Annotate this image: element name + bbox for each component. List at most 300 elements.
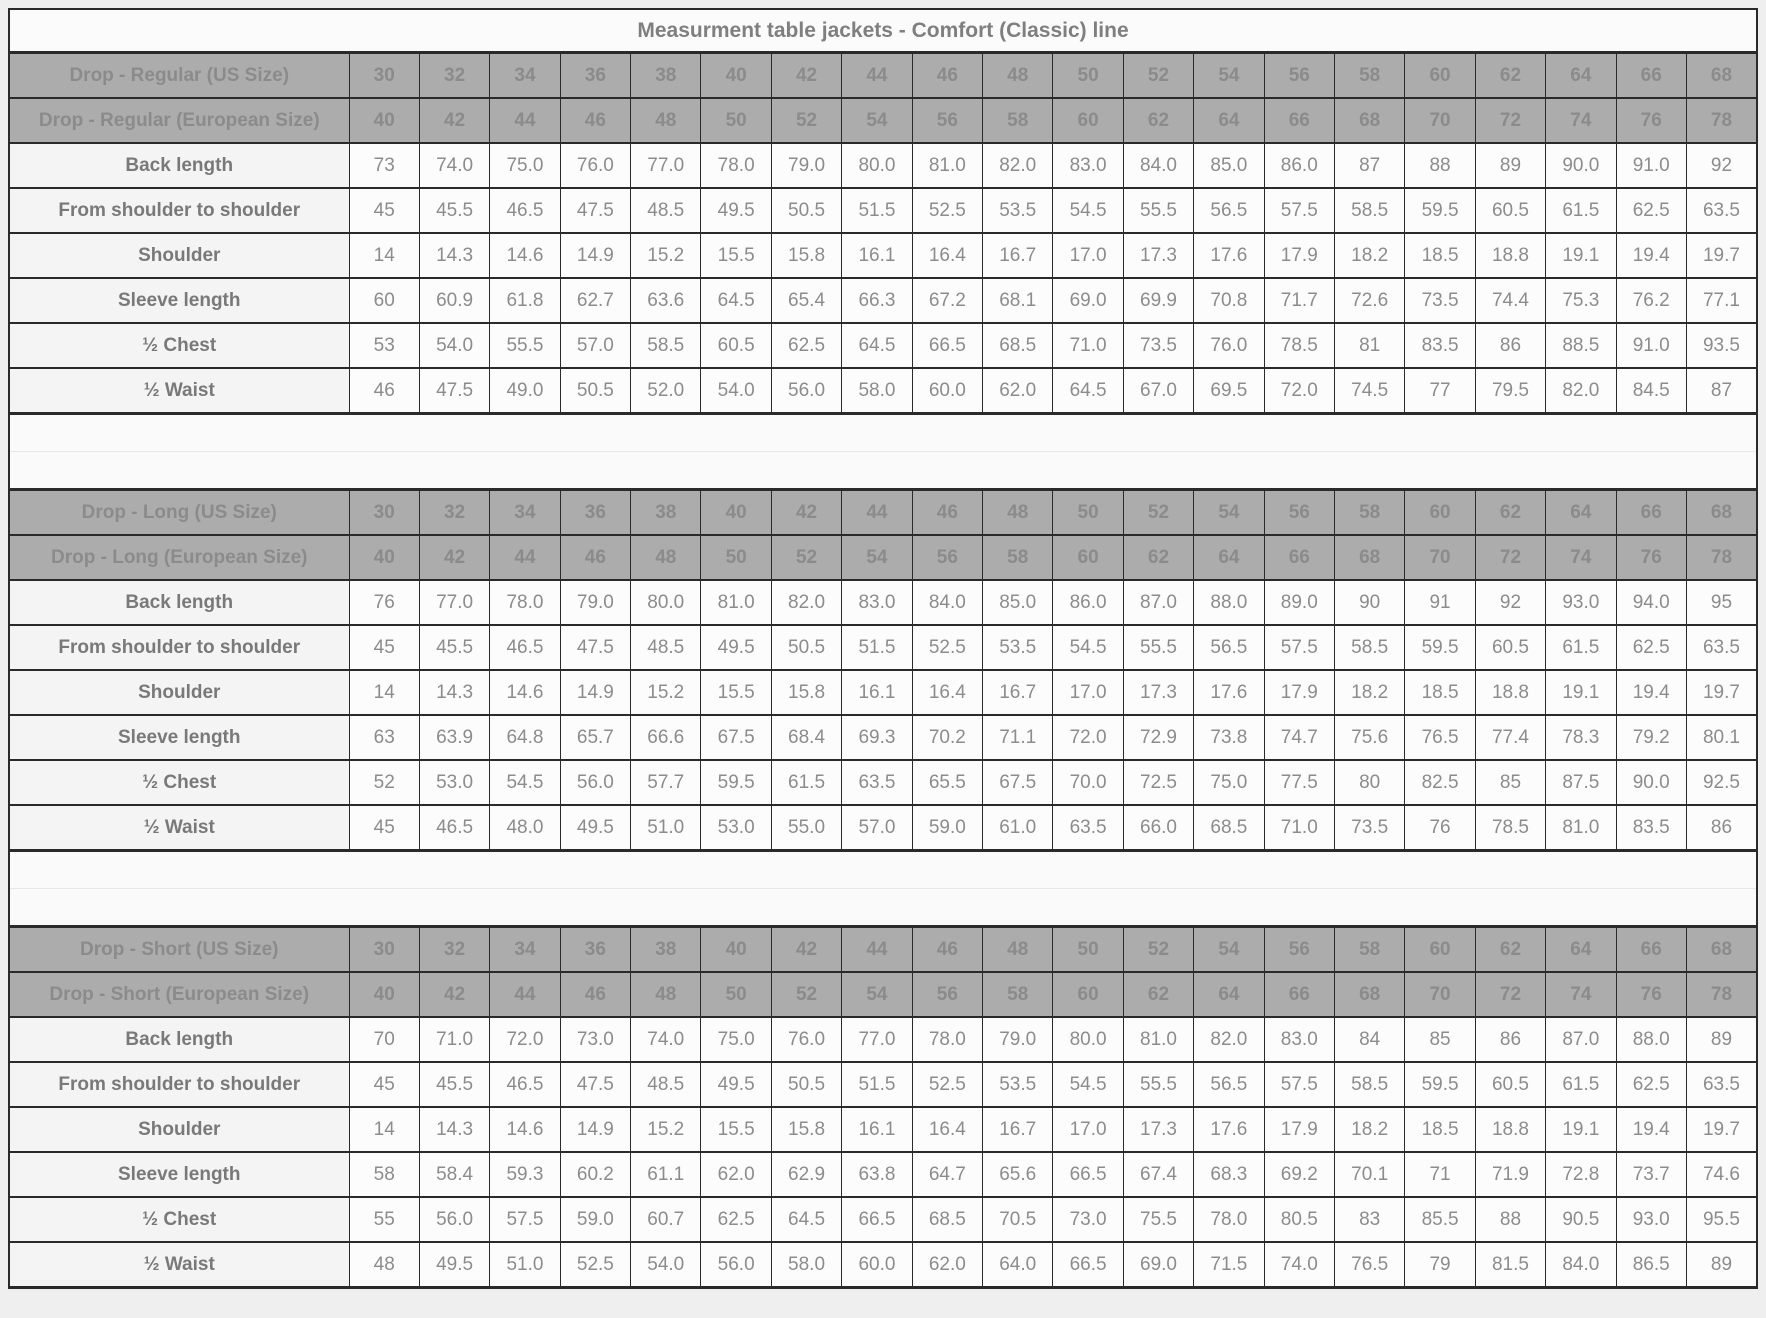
measurement-row — [9, 233, 1757, 278]
value-cell: 79.0 — [560, 580, 630, 625]
size-cell: 74 — [1546, 972, 1616, 1017]
size-cell: 66 — [1264, 98, 1334, 143]
size-cell: 42 — [419, 972, 489, 1017]
size-cell: 40 — [701, 53, 771, 99]
size-cell: 42 — [419, 535, 489, 580]
value-cell: 46.5 — [419, 805, 489, 851]
value-cell: 59.5 — [1405, 625, 1475, 670]
value-cell: 56.5 — [1194, 188, 1264, 233]
value-cell: 90.5 — [1546, 1197, 1616, 1242]
value-cell: 71.7 — [1264, 278, 1334, 323]
value-cell: 92 — [1475, 580, 1545, 625]
value-cell: 67.4 — [1123, 1152, 1193, 1197]
value-cell: 74.6 — [1686, 1152, 1757, 1197]
section-spacer-row — [9, 851, 1757, 889]
value-cell: 71 — [1405, 1152, 1475, 1197]
value-cell: 48.5 — [631, 188, 701, 233]
size-cell: 40 — [701, 490, 771, 536]
value-cell: 86.0 — [1264, 143, 1334, 188]
size-cell: 54 — [842, 98, 912, 143]
value-cell: 18.5 — [1405, 1107, 1475, 1152]
size-cell: 66 — [1616, 53, 1686, 99]
value-cell: 15.2 — [631, 1107, 701, 1152]
value-cell: 52.0 — [631, 368, 701, 414]
value-cell: 15.8 — [771, 233, 841, 278]
spacer-cell — [9, 452, 1757, 490]
value-cell: 58.0 — [842, 368, 912, 414]
value-cell: 85 — [1475, 760, 1545, 805]
value-cell: 45.5 — [419, 1062, 489, 1107]
value-cell: 80.5 — [1264, 1197, 1334, 1242]
size-cell: 30 — [349, 490, 419, 536]
size-cell: 50 — [701, 98, 771, 143]
value-cell: 67.5 — [983, 760, 1053, 805]
value-cell: 74.0 — [631, 1017, 701, 1062]
size-cell: 38 — [631, 53, 701, 99]
value-cell: 78.0 — [701, 143, 771, 188]
value-cell: 66.0 — [1123, 805, 1193, 851]
value-cell: 61.1 — [631, 1152, 701, 1197]
value-cell: 53.0 — [701, 805, 771, 851]
value-cell: 64.5 — [701, 278, 771, 323]
size-cell: 64 — [1546, 53, 1616, 99]
value-cell: 77.0 — [419, 580, 489, 625]
size-cell: 50 — [1053, 490, 1123, 536]
value-cell: 76.5 — [1405, 715, 1475, 760]
value-cell: 70.5 — [983, 1197, 1053, 1242]
value-cell: 71.5 — [1194, 1242, 1264, 1288]
size-cell: 50 — [1053, 927, 1123, 973]
size-cell: 64 — [1194, 972, 1264, 1017]
value-cell: 75.0 — [701, 1017, 771, 1062]
value-cell: 66.3 — [842, 278, 912, 323]
value-cell: 46.5 — [490, 188, 560, 233]
value-cell: 51.0 — [631, 805, 701, 851]
row-label: Shoulder — [9, 233, 349, 278]
value-cell: 74.4 — [1475, 278, 1545, 323]
value-cell: 61.5 — [1546, 188, 1616, 233]
size-cell: 46 — [560, 98, 630, 143]
value-cell: 87.0 — [1123, 580, 1193, 625]
size-cell: 56 — [1264, 490, 1334, 536]
value-cell: 82.0 — [771, 580, 841, 625]
value-cell: 66.5 — [912, 323, 982, 368]
value-cell: 49.5 — [701, 625, 771, 670]
value-cell: 46.5 — [490, 1062, 560, 1107]
value-cell: 56.5 — [1194, 625, 1264, 670]
size-cell: 62 — [1123, 535, 1193, 580]
value-cell: 51.5 — [842, 1062, 912, 1107]
measurement-row — [9, 323, 1757, 368]
value-cell: 86 — [1686, 805, 1757, 851]
row-label: Back length — [9, 1017, 349, 1062]
value-cell: 19.4 — [1616, 233, 1686, 278]
value-cell: 50.5 — [771, 188, 841, 233]
value-cell: 45.5 — [419, 625, 489, 670]
value-cell: 82.0 — [983, 143, 1053, 188]
value-cell: 17.6 — [1194, 1107, 1264, 1152]
value-cell: 62.5 — [1616, 1062, 1686, 1107]
value-cell: 69.3 — [842, 715, 912, 760]
value-cell: 93.0 — [1546, 580, 1616, 625]
size-cell: 62 — [1123, 972, 1193, 1017]
row-label: Shoulder — [9, 670, 349, 715]
value-cell: 17.0 — [1053, 670, 1123, 715]
measurement-row — [9, 188, 1757, 233]
row-label: ½ Chest — [9, 760, 349, 805]
value-cell: 70.8 — [1194, 278, 1264, 323]
measurement-row — [9, 143, 1757, 188]
size-cell: 40 — [349, 98, 419, 143]
measurement-row — [9, 1197, 1757, 1242]
spacer-cell — [9, 889, 1757, 927]
value-cell: 51.0 — [490, 1242, 560, 1288]
value-cell: 14.6 — [490, 670, 560, 715]
value-cell: 80.0 — [1053, 1017, 1123, 1062]
value-cell: 19.1 — [1546, 670, 1616, 715]
value-cell: 81.0 — [701, 580, 771, 625]
value-cell: 49.5 — [701, 188, 771, 233]
value-cell: 77 — [1405, 368, 1475, 414]
value-cell: 16.4 — [912, 1107, 982, 1152]
size-cell: 40 — [349, 535, 419, 580]
measurement-row — [9, 670, 1757, 715]
value-cell: 50.5 — [771, 1062, 841, 1107]
value-cell: 68.5 — [983, 323, 1053, 368]
size-header-row-short-us — [9, 927, 1757, 973]
size-cell: 36 — [560, 490, 630, 536]
value-cell: 68.5 — [912, 1197, 982, 1242]
value-cell: 74.0 — [1264, 1242, 1334, 1288]
value-cell: 82.0 — [1194, 1017, 1264, 1062]
value-cell: 58.4 — [419, 1152, 489, 1197]
value-cell: 83.0 — [842, 580, 912, 625]
value-cell: 66.5 — [842, 1197, 912, 1242]
size-cell: 78 — [1686, 972, 1757, 1017]
value-cell: 75.0 — [490, 143, 560, 188]
value-cell: 52.5 — [912, 625, 982, 670]
value-cell: 18.2 — [1334, 670, 1404, 715]
value-cell: 64.5 — [842, 323, 912, 368]
value-cell: 19.7 — [1686, 670, 1757, 715]
value-cell: 62.5 — [771, 323, 841, 368]
value-cell: 85 — [1405, 1017, 1475, 1062]
value-cell: 95.5 — [1686, 1197, 1757, 1242]
value-cell: 81.0 — [1123, 1017, 1193, 1062]
value-cell: 78.0 — [912, 1017, 982, 1062]
size-cell: 58 — [983, 535, 1053, 580]
row-label: Sleeve length — [9, 1152, 349, 1197]
value-cell: 71.0 — [1264, 805, 1334, 851]
value-cell: 14 — [349, 233, 419, 278]
value-cell: 68.3 — [1194, 1152, 1264, 1197]
value-cell: 76.2 — [1616, 278, 1686, 323]
value-cell: 63.5 — [1686, 625, 1757, 670]
value-cell: 17.0 — [1053, 233, 1123, 278]
row-label: Back length — [9, 143, 349, 188]
size-cell: 62 — [1123, 98, 1193, 143]
value-cell: 55.5 — [1123, 625, 1193, 670]
value-cell: 90.0 — [1616, 760, 1686, 805]
value-cell: 15.5 — [701, 233, 771, 278]
value-cell: 17.6 — [1194, 233, 1264, 278]
size-cell: 60 — [1053, 98, 1123, 143]
value-cell: 65.7 — [560, 715, 630, 760]
value-cell: 60.2 — [560, 1152, 630, 1197]
size-header-label-regular-us: Drop - Regular (US Size) — [9, 53, 349, 99]
value-cell: 85.0 — [1194, 143, 1264, 188]
value-cell: 74.7 — [1264, 715, 1334, 760]
value-cell: 53.5 — [983, 188, 1053, 233]
value-cell: 50.5 — [560, 368, 630, 414]
value-cell: 55.5 — [1123, 188, 1193, 233]
size-cell: 42 — [771, 927, 841, 973]
size-cell: 70 — [1405, 98, 1475, 143]
value-cell: 69.0 — [1123, 1242, 1193, 1288]
value-cell: 91.0 — [1616, 143, 1686, 188]
size-cell: 48 — [631, 98, 701, 143]
value-cell: 48.5 — [631, 625, 701, 670]
value-cell: 75.0 — [1194, 760, 1264, 805]
value-cell: 60.5 — [701, 323, 771, 368]
value-cell: 92.5 — [1686, 760, 1757, 805]
value-cell: 58 — [349, 1152, 419, 1197]
value-cell: 91.0 — [1616, 323, 1686, 368]
value-cell: 16.1 — [842, 1107, 912, 1152]
size-cell: 76 — [1616, 535, 1686, 580]
row-label: ½ Waist — [9, 368, 349, 414]
size-cell: 34 — [490, 490, 560, 536]
value-cell: 16.4 — [912, 670, 982, 715]
value-cell: 69.0 — [1053, 278, 1123, 323]
value-cell: 14.6 — [490, 1107, 560, 1152]
size-header-label-short-us: Drop - Short (US Size) — [9, 927, 349, 973]
size-header-label-short-eu: Drop - Short (European Size) — [9, 972, 349, 1017]
row-label: From shoulder to shoulder — [9, 1062, 349, 1107]
value-cell: 17.3 — [1123, 1107, 1193, 1152]
value-cell: 83.0 — [1264, 1017, 1334, 1062]
table-body — [9, 53, 1757, 1288]
value-cell: 17.9 — [1264, 1107, 1334, 1152]
size-cell: 44 — [490, 972, 560, 1017]
value-cell: 18.5 — [1405, 670, 1475, 715]
value-cell: 47.5 — [560, 188, 630, 233]
spacer-cell — [9, 414, 1757, 452]
value-cell: 19.4 — [1616, 1107, 1686, 1152]
size-cell: 66 — [1264, 972, 1334, 1017]
value-cell: 19.4 — [1616, 670, 1686, 715]
value-cell: 19.1 — [1546, 233, 1616, 278]
size-cell: 58 — [1334, 53, 1404, 99]
value-cell: 81.5 — [1475, 1242, 1545, 1288]
size-cell: 58 — [1334, 490, 1404, 536]
size-header-row-long-eu — [9, 535, 1757, 580]
value-cell: 52.5 — [560, 1242, 630, 1288]
value-cell: 78.3 — [1546, 715, 1616, 760]
value-cell: 85.0 — [983, 580, 1053, 625]
value-cell: 73.5 — [1123, 323, 1193, 368]
value-cell: 65.4 — [771, 278, 841, 323]
value-cell: 64.7 — [912, 1152, 982, 1197]
size-cell: 52 — [1123, 927, 1193, 973]
value-cell: 90.0 — [1546, 143, 1616, 188]
row-label: ½ Chest — [9, 1197, 349, 1242]
value-cell: 58.0 — [771, 1242, 841, 1288]
value-cell: 71.0 — [1053, 323, 1123, 368]
size-cell: 34 — [490, 53, 560, 99]
size-header-label-long-us: Drop - Long (US Size) — [9, 490, 349, 536]
value-cell: 61.5 — [1546, 625, 1616, 670]
value-cell: 71.1 — [983, 715, 1053, 760]
value-cell: 57.5 — [1264, 625, 1334, 670]
size-cell: 76 — [1616, 98, 1686, 143]
value-cell: 53.5 — [983, 625, 1053, 670]
value-cell: 54.0 — [701, 368, 771, 414]
size-cell: 52 — [771, 972, 841, 1017]
value-cell: 45 — [349, 188, 419, 233]
size-cell: 42 — [771, 490, 841, 536]
value-cell: 78.5 — [1475, 805, 1545, 851]
size-cell: 68 — [1686, 490, 1757, 536]
size-cell: 48 — [631, 535, 701, 580]
value-cell: 52 — [349, 760, 419, 805]
value-cell: 56.0 — [560, 760, 630, 805]
value-cell: 47.5 — [560, 1062, 630, 1107]
value-cell: 67.2 — [912, 278, 982, 323]
size-cell: 68 — [1334, 535, 1404, 580]
value-cell: 85.5 — [1405, 1197, 1475, 1242]
value-cell: 14 — [349, 670, 419, 715]
size-cell: 72 — [1475, 535, 1545, 580]
value-cell: 69.2 — [1264, 1152, 1334, 1197]
value-cell: 46.5 — [490, 625, 560, 670]
row-label: Back length — [9, 580, 349, 625]
value-cell: 63.5 — [1053, 805, 1123, 851]
value-cell: 45 — [349, 1062, 419, 1107]
size-cell: 68 — [1686, 927, 1757, 973]
value-cell: 57.0 — [560, 323, 630, 368]
value-cell: 58.5 — [1334, 625, 1404, 670]
size-cell: 38 — [631, 490, 701, 536]
size-cell: 64 — [1194, 98, 1264, 143]
value-cell: 77.1 — [1686, 278, 1757, 323]
row-label: Shoulder — [9, 1107, 349, 1152]
value-cell: 15.2 — [631, 670, 701, 715]
value-cell: 76.0 — [771, 1017, 841, 1062]
size-cell: 78 — [1686, 98, 1757, 143]
size-cell: 64 — [1546, 490, 1616, 536]
size-cell: 44 — [842, 927, 912, 973]
value-cell: 66.6 — [631, 715, 701, 760]
size-cell: 36 — [560, 927, 630, 973]
value-cell: 53 — [349, 323, 419, 368]
size-cell: 60 — [1405, 53, 1475, 99]
value-cell: 70.0 — [1053, 760, 1123, 805]
value-cell: 61.0 — [983, 805, 1053, 851]
value-cell: 88.0 — [1616, 1017, 1686, 1062]
value-cell: 48.5 — [631, 1062, 701, 1107]
value-cell: 19.7 — [1686, 1107, 1757, 1152]
size-cell: 48 — [983, 490, 1053, 536]
value-cell: 16.7 — [983, 233, 1053, 278]
title-row — [9, 9, 1757, 53]
table-head — [9, 9, 1757, 53]
size-cell: 56 — [912, 535, 982, 580]
value-cell: 56.0 — [771, 368, 841, 414]
size-cell: 60 — [1405, 927, 1475, 973]
value-cell: 76.0 — [1194, 323, 1264, 368]
value-cell: 88 — [1475, 1197, 1545, 1242]
value-cell: 17.9 — [1264, 670, 1334, 715]
value-cell: 78.0 — [1194, 1197, 1264, 1242]
value-cell: 79.5 — [1475, 368, 1545, 414]
measurement-row — [9, 760, 1757, 805]
value-cell: 72.0 — [1264, 368, 1334, 414]
size-cell: 66 — [1616, 927, 1686, 973]
value-cell: 70.2 — [912, 715, 982, 760]
value-cell: 75.5 — [1123, 1197, 1193, 1242]
value-cell: 93.0 — [1616, 1197, 1686, 1242]
value-cell: 16.7 — [983, 1107, 1053, 1152]
size-cell: 78 — [1686, 535, 1757, 580]
size-cell: 40 — [701, 927, 771, 973]
value-cell: 63 — [349, 715, 419, 760]
value-cell: 77.0 — [631, 143, 701, 188]
value-cell: 63.5 — [842, 760, 912, 805]
value-cell: 73 — [349, 143, 419, 188]
row-label: Sleeve length — [9, 715, 349, 760]
value-cell: 80 — [1334, 760, 1404, 805]
size-cell: 74 — [1546, 98, 1616, 143]
section-spacer-row — [9, 414, 1757, 452]
value-cell: 79 — [1405, 1242, 1475, 1288]
value-cell: 56.5 — [1194, 1062, 1264, 1107]
size-cell: 40 — [349, 972, 419, 1017]
size-cell: 54 — [1194, 53, 1264, 99]
value-cell: 87 — [1686, 368, 1757, 414]
row-label: From shoulder to shoulder — [9, 188, 349, 233]
size-header-label-long-eu: Drop - Long (European Size) — [9, 535, 349, 580]
value-cell: 59.0 — [912, 805, 982, 851]
value-cell: 57.0 — [842, 805, 912, 851]
value-cell: 90 — [1334, 580, 1404, 625]
value-cell: 15.5 — [701, 670, 771, 715]
value-cell: 62.0 — [983, 368, 1053, 414]
size-cell: 58 — [1334, 927, 1404, 973]
value-cell: 16.1 — [842, 233, 912, 278]
value-cell: 77.5 — [1264, 760, 1334, 805]
value-cell: 54.5 — [490, 760, 560, 805]
value-cell: 57.5 — [1264, 1062, 1334, 1107]
measurement-row — [9, 278, 1757, 323]
size-cell: 44 — [490, 535, 560, 580]
value-cell: 63.5 — [1686, 1062, 1757, 1107]
value-cell: 68.5 — [1194, 805, 1264, 851]
measurement-row — [9, 580, 1757, 625]
value-cell: 83 — [1334, 1197, 1404, 1242]
value-cell: 65.5 — [912, 760, 982, 805]
value-cell: 63.5 — [1686, 188, 1757, 233]
value-cell: 15.5 — [701, 1107, 771, 1152]
value-cell: 74.5 — [1334, 368, 1404, 414]
value-cell: 63.9 — [419, 715, 489, 760]
size-cell: 48 — [983, 927, 1053, 973]
value-cell: 87.0 — [1546, 1017, 1616, 1062]
value-cell: 14.9 — [560, 233, 630, 278]
size-cell: 72 — [1475, 98, 1545, 143]
value-cell: 18.8 — [1475, 670, 1545, 715]
value-cell: 95 — [1686, 580, 1757, 625]
